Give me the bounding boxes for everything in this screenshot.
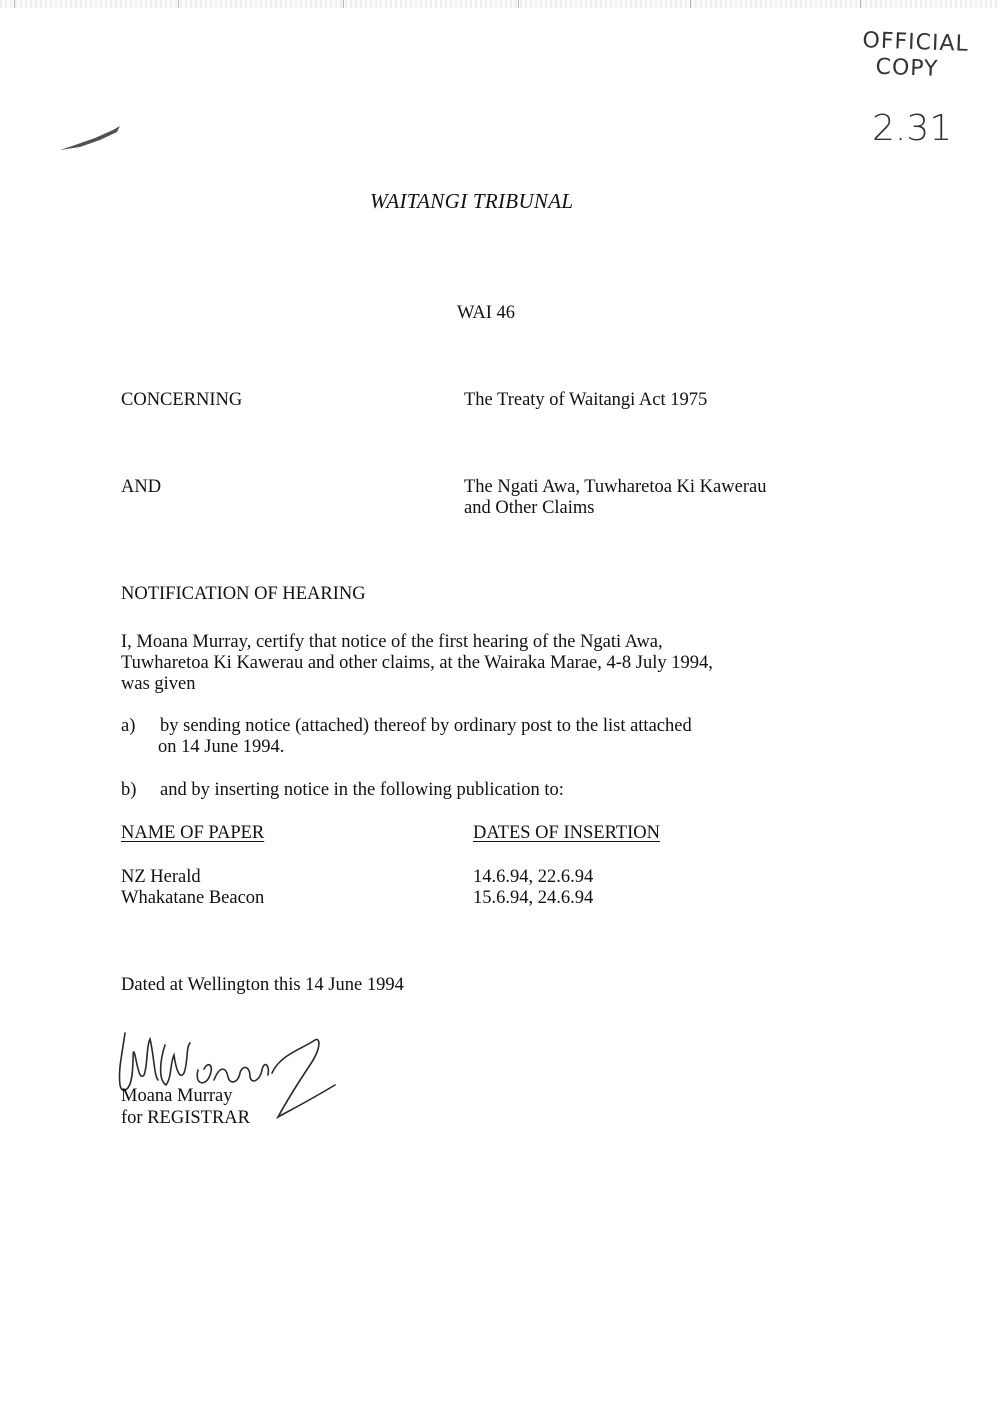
- table-cell-paper: NZ Herald: [121, 867, 201, 887]
- party-label-and: AND: [121, 477, 162, 497]
- party-value-concerning: The Treaty of Waitangi Act 1975: [464, 390, 708, 410]
- party-label-concerning: CONCERNING: [121, 390, 243, 410]
- case-reference: WAI 46: [457, 303, 516, 323]
- scan-top-edge: [0, 0, 1000, 8]
- stamp-line-official: OFFICIAL: [862, 28, 970, 57]
- document-number: 2.31: [872, 108, 953, 149]
- item-a-marker: a): [121, 716, 136, 736]
- document-title: WAITANGI TRIBUNAL: [370, 189, 574, 213]
- scan-divider: [690, 0, 691, 8]
- column-header-dates: DATES OF INSERTION: [473, 823, 660, 843]
- party-value-and-line2: and Other Claims: [464, 498, 595, 518]
- scan-smudge-icon: [55, 120, 125, 155]
- item-a-line-2: on 14 June 1994.: [158, 737, 285, 757]
- scan-divider: [518, 0, 519, 8]
- item-b-marker: b): [121, 780, 137, 800]
- signatory-role: for REGISTRAR: [121, 1108, 250, 1128]
- notification-heading: NOTIFICATION OF HEARING: [121, 584, 366, 604]
- table-cell-dates: 15.6.94, 24.6.94: [473, 888, 594, 908]
- table-cell-dates: 14.6.94, 22.6.94: [473, 867, 594, 887]
- certification-line-2: Tuwharetoa Ki Kawerau and other claims, at the Wairaka Marae, 4-8 July 1994,: [121, 653, 713, 673]
- publications-table: [121, 822, 721, 912]
- certification-line-3: was given: [121, 674, 196, 694]
- item-b-line-1: and by inserting notice in the following publication to:: [160, 780, 564, 800]
- signatory-name: Moana Murray: [121, 1086, 233, 1106]
- table-cell-paper: Whakatane Beacon: [121, 888, 265, 908]
- scan-divider: [343, 0, 344, 8]
- item-a-line-1: by sending notice (attached) thereof by ordinary post to the list attached: [160, 716, 692, 736]
- certification-line-1: I, Moana Murray, certify that notice of the first hearing of the Ngati Awa,: [121, 632, 663, 652]
- scan-divider: [178, 0, 179, 8]
- scan-divider: [14, 0, 15, 8]
- column-header-paper: NAME OF PAPER: [121, 823, 265, 843]
- official-copy-stamp: [861, 28, 969, 84]
- stamp-line-copy: COPY: [875, 54, 939, 82]
- dated-line: Dated at Wellington this 14 June 1994: [121, 975, 404, 995]
- party-value-and-line1: The Ngati Awa, Tuwharetoa Ki Kawerau: [464, 477, 767, 497]
- scan-divider: [860, 0, 861, 8]
